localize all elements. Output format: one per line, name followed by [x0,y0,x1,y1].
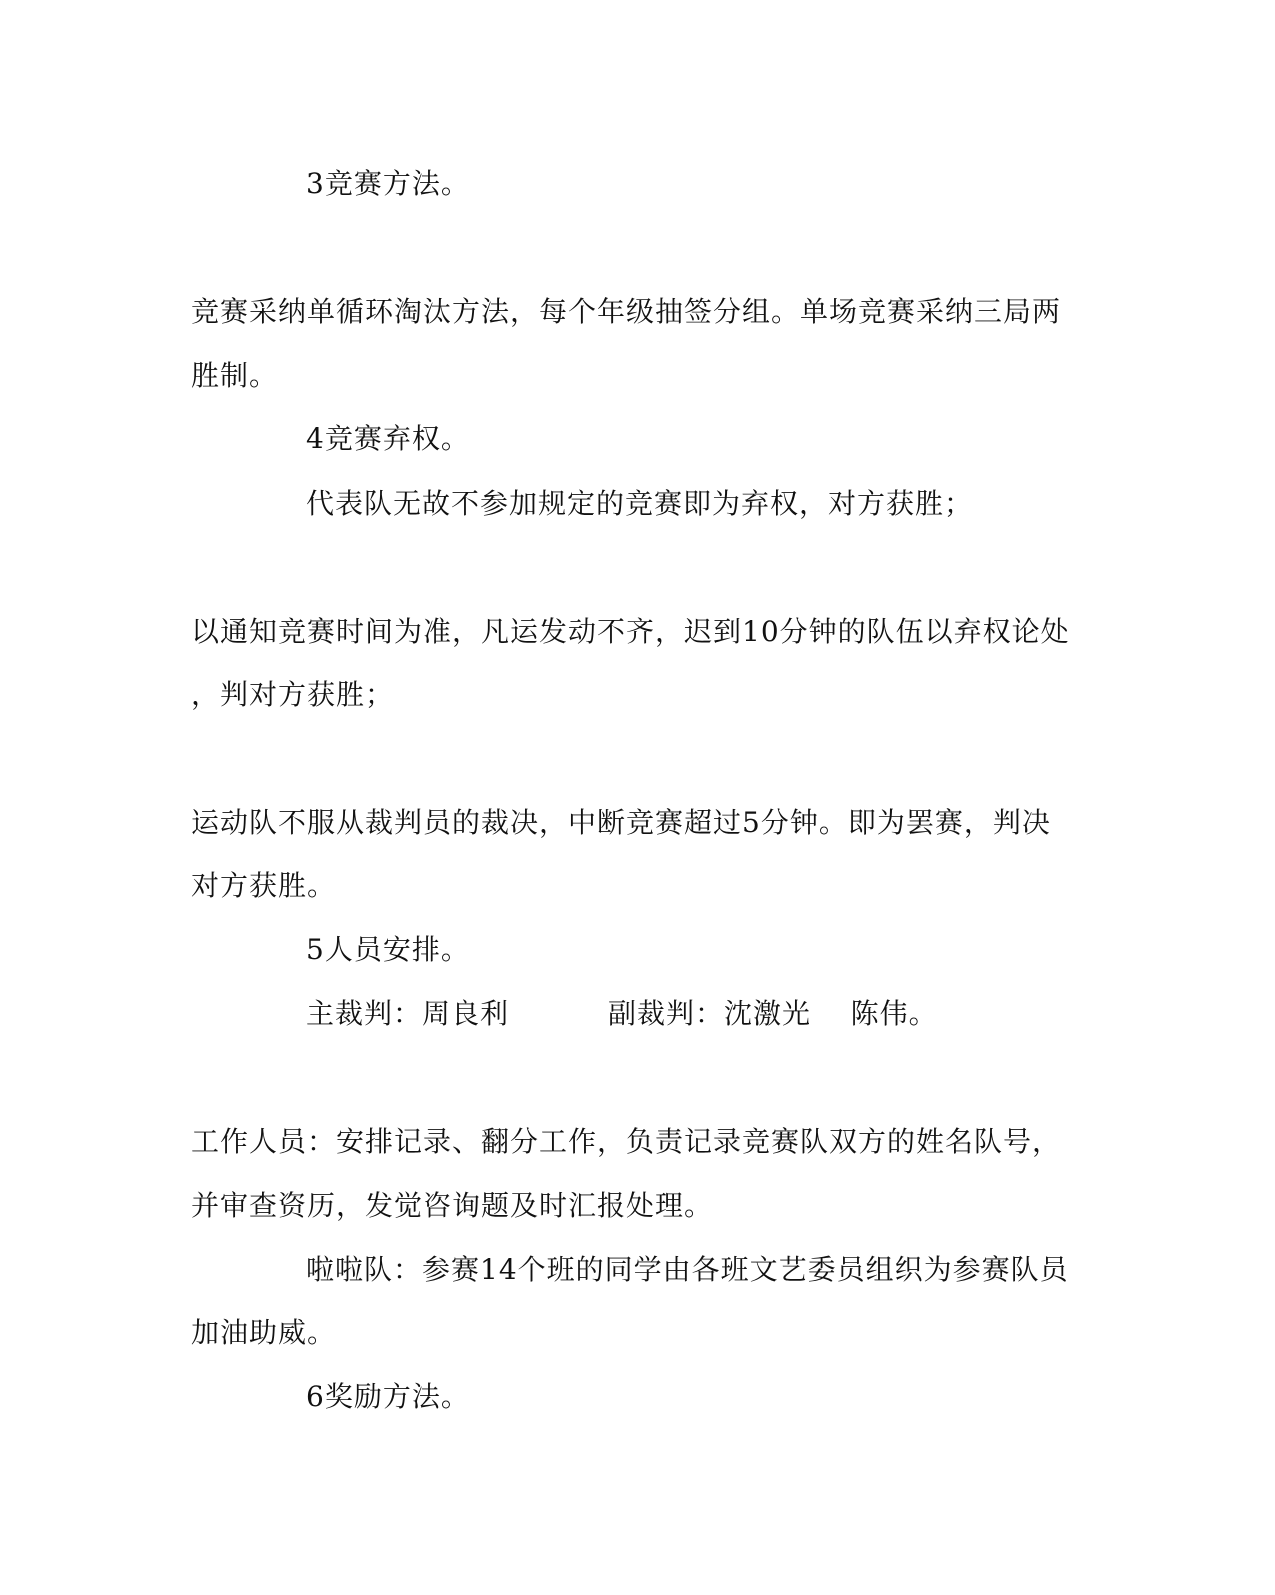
paragraph-line: 运动队不服从裁判员的裁决，中断竞赛超过5分钟。即为罢赛，判决 [191,806,1051,839]
paragraph-line: 以通知竞赛时间为准，凡运发动不齐，迟到10分钟的队伍以弃权论处 [191,615,1070,648]
section-heading-competition-method: 3竞赛方法。 [306,167,470,200]
paragraph-line: 代表队无故不参加规定的竞赛即为弃权，对方获胜； [306,487,974,520]
section-heading-personnel: 5人员安排。 [306,933,470,966]
paragraph-line: 工作人员：安排记录、翻分工作，负责记录竞赛队双方的姓名队号， [191,1125,1062,1158]
paragraph-line: ，判对方获胜； [191,678,395,711]
paragraph-line: 啦啦队：参赛14个班的同学由各班文艺委员组织为参赛队员 [306,1253,1069,1286]
paragraph-line: 竞赛采纳单循环淘汰方法，每个年级抽签分组。单场竞赛采纳三局两 [191,295,1062,328]
paragraph-line: 胜制。 [191,359,279,392]
paragraph-line: 主裁判：周良利 副裁判：沈激光 陈伟。 [306,997,938,1030]
section-heading-awards: 6奖励方法。 [306,1380,470,1413]
paragraph-line: 加油助威。 [191,1316,337,1349]
paragraph-line: 并审查资历，发觉咨询题及时汇报处理。 [191,1189,714,1222]
paragraph-line: 对方获胜。 [191,869,337,902]
section-heading-forfeit: 4竞赛弃权。 [306,422,470,455]
